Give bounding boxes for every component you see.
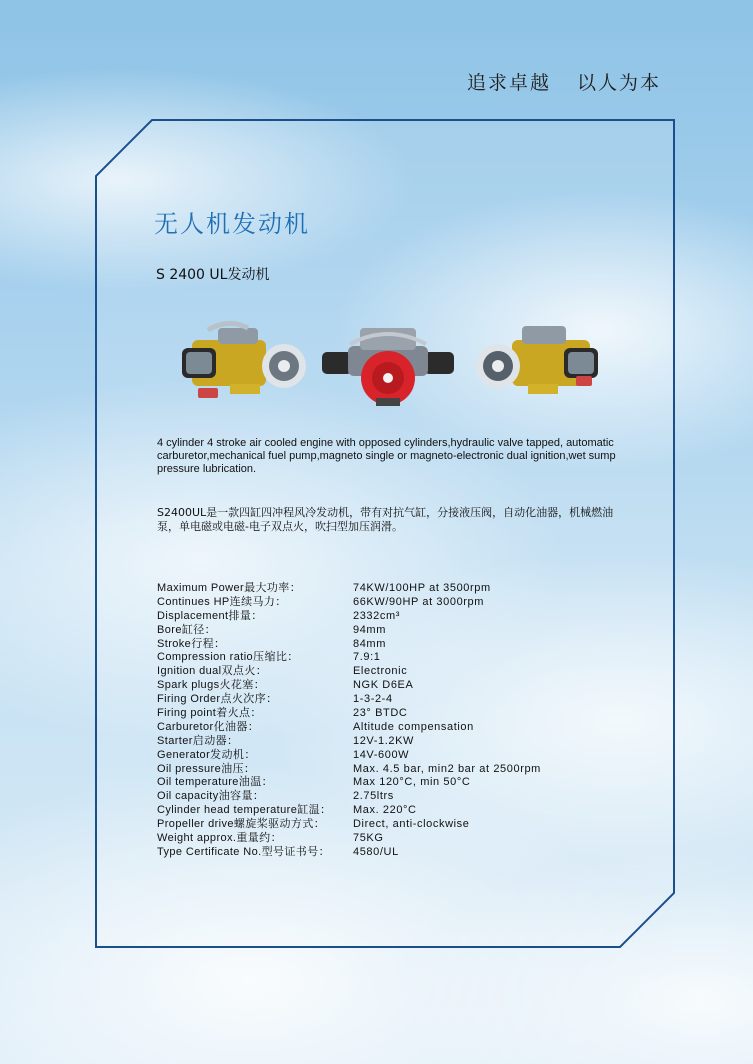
spec-value: 4580/UL xyxy=(353,845,399,858)
spec-label: Carburetor化油器： xyxy=(157,720,260,733)
spec-label: Oil temperature油温： xyxy=(157,776,274,789)
spec-label: Spark plugs火花塞： xyxy=(157,679,266,692)
spec-row xyxy=(157,846,627,860)
spec-value: 1-3-2-4 xyxy=(353,693,393,706)
page-title: 无人机发动机 xyxy=(154,210,310,238)
spec-row xyxy=(157,638,627,652)
description-chinese: S2400UL是一款四缸四冲程风冷发动机，带有对抗气缸，分接液压阀，自动化油器，机械燃油泵，单电磁或电磁-电子双点火，吹扫型加压润滑。 xyxy=(157,506,614,533)
spec-value: NGK D6EA xyxy=(353,679,414,692)
spec-value: Max 120°C, min 50°C xyxy=(353,776,471,789)
engine-photo-left xyxy=(178,318,308,406)
spec-label: Continues HP连续马力： xyxy=(157,595,287,608)
spec-row xyxy=(157,735,627,749)
spec-label: Firing point着火点： xyxy=(157,707,262,720)
spec-row xyxy=(157,693,627,707)
spec-label: Cylinder head temperature缸温： xyxy=(157,804,332,817)
spec-row xyxy=(157,707,627,721)
spec-label: Bore缸径： xyxy=(157,623,217,636)
engine-photos xyxy=(178,318,608,408)
spec-value: 94mm xyxy=(353,623,386,636)
spec-value: Max. 4.5 bar, min2 bar at 2500rpm xyxy=(353,762,541,775)
spec-row xyxy=(157,582,627,596)
spec-value: 2332cm³ xyxy=(353,609,400,622)
spec-label: Oil pressure油压： xyxy=(157,762,256,775)
spec-row xyxy=(157,721,627,735)
spec-label: Compression ratio压缩比： xyxy=(157,651,299,664)
spec-row xyxy=(157,596,627,610)
spec-value: Direct, anti-clockwise xyxy=(353,818,470,831)
spec-label: Displacement排量： xyxy=(157,609,263,622)
spec-row xyxy=(157,790,627,804)
engine-photo-right xyxy=(472,318,604,406)
spec-value: 7.9:1 xyxy=(353,651,381,664)
spec-label: Stroke行程： xyxy=(157,637,226,650)
spec-value: 2.75ltrs xyxy=(353,790,394,803)
spec-value: 14V-600W xyxy=(353,748,410,761)
spec-row xyxy=(157,763,627,777)
spec-value: Max. 220°C xyxy=(353,804,417,817)
slogan-left: 追求卓越 xyxy=(466,72,551,94)
spec-label: Generator发动机： xyxy=(157,748,256,761)
spec-row xyxy=(157,832,627,846)
spec-row xyxy=(157,804,627,818)
spec-value: Electronic xyxy=(353,665,408,678)
description-english: 4 cylinder 4 stroke air cooled engine with opposed cylinders,hydraulic valve tapped, automatic carburetor,mechanical fuel pump,magneto single or magneto-electronic dual ignition,wet sump pressure lubrication. xyxy=(157,437,616,475)
spec-row xyxy=(157,651,627,665)
model-title: S 2400 UL发动机 xyxy=(156,267,270,283)
spec-value: 74KW/100HP at 3500rpm xyxy=(353,582,491,594)
spec-label: Starter启动器： xyxy=(157,734,239,747)
spec-value: 23° BTDC xyxy=(353,707,408,720)
spec-label: Propeller drive螺旋桨驱动方式： xyxy=(157,818,326,831)
spec-row xyxy=(157,749,627,763)
spec-value: Altitude compensation xyxy=(353,720,474,733)
spec-label: Type Certificate No.型号证书号： xyxy=(157,845,330,858)
spec-row xyxy=(157,665,627,679)
spec-value: 84mm xyxy=(353,637,386,650)
spec-value: 66KW/90HP at 3000rpm xyxy=(353,595,485,608)
slogan-right: 以人为本 xyxy=(576,72,661,94)
spec-row xyxy=(157,776,627,790)
spec-value: 75KG xyxy=(353,832,384,845)
spec-value: 12V-1.2KW xyxy=(353,734,415,747)
spec-label: Ignition dual双点火： xyxy=(157,665,268,678)
spec-label: Oil capacity油容量： xyxy=(157,790,265,803)
engine-photo-front xyxy=(320,318,456,408)
spec-label: Firing Order点火次序： xyxy=(157,693,278,706)
spec-row xyxy=(157,624,627,638)
spec-row xyxy=(157,818,627,832)
spec-row xyxy=(157,679,627,693)
spec-label: Maximum Power最大功率： xyxy=(157,582,302,594)
spec-label: Weight approx.重量约： xyxy=(157,832,282,845)
spec-row xyxy=(157,610,627,624)
spec-table xyxy=(157,582,627,860)
